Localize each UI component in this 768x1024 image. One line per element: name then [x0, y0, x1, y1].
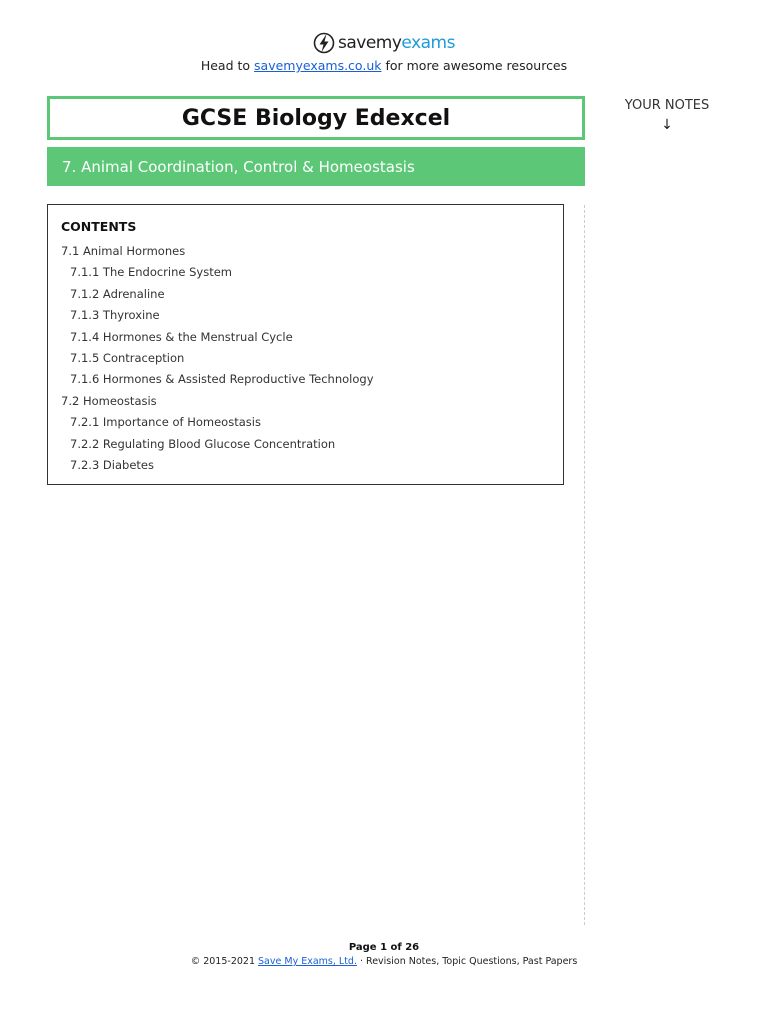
footer-copyright: [0, 956, 768, 967]
contents-item[interactable]: 7.1.3 Thyroxine: [70, 308, 160, 323]
contents-item[interactable]: 7.2 Homeostasis: [61, 393, 157, 408]
chapter-title: 7. Animal Coordination, Control & Homeostasis: [62, 157, 415, 176]
company-link[interactable]: Save My Exams, Ltd.: [258, 956, 357, 967]
contents-item[interactable]: 7.1 Animal Hormones: [61, 244, 186, 258]
contents-item[interactable]: 7.1.4 Hormones & the Menstrual Cycle: [70, 329, 293, 344]
your-notes-label: YOUR NOTES: [624, 98, 710, 113]
copyright-prefix: © 2015-2021: [190, 956, 259, 967]
document-title: GCSE Biology Edexcel: [181, 105, 451, 131]
contents-heading: CONTENTS: [61, 219, 137, 234]
title-box: [47, 96, 585, 140]
logo-wordmark: [338, 32, 455, 54]
contents-list: [61, 241, 374, 476]
logo-save-text: save: [338, 33, 376, 53]
contents-item[interactable]: 7.2.2 Regulating Blood Glucose Concentration: [70, 436, 336, 451]
contents-item[interactable]: 7.2.3 Diabetes: [70, 457, 154, 472]
logo-my-text: my: [375, 33, 402, 53]
chapter-banner: [47, 147, 585, 186]
contents-box: [47, 204, 564, 485]
contents-item[interactable]: 7.1.6 Hormones & Assisted Reproductive Technology: [70, 372, 374, 387]
contents-item[interactable]: 7.2.1 Importance of Homeostasis: [70, 415, 261, 430]
logo-exams-text: exams: [401, 33, 455, 53]
tagline-prefix: Head to: [200, 58, 255, 73]
contents-item[interactable]: 7.1.2 Adrenaline: [70, 286, 165, 301]
lightning-bolt-icon: [313, 32, 335, 54]
copyright-suffix: · Revision Notes, Topic Questions, Past Papers: [356, 956, 578, 967]
header-tagline: [0, 58, 768, 73]
site-logo[interactable]: [0, 32, 768, 54]
arrow-down-icon: ↓: [661, 117, 673, 133]
site-link[interactable]: savemyexams.co.uk: [254, 58, 382, 73]
contents-item[interactable]: 7.1.5 Contraception: [70, 350, 185, 365]
notes-divider: [584, 205, 585, 925]
contents-item[interactable]: 7.1.1 The Endocrine System: [70, 265, 232, 280]
tagline-suffix: for more awesome resources: [381, 58, 568, 73]
page-number: Page 1 of 26: [348, 942, 420, 953]
